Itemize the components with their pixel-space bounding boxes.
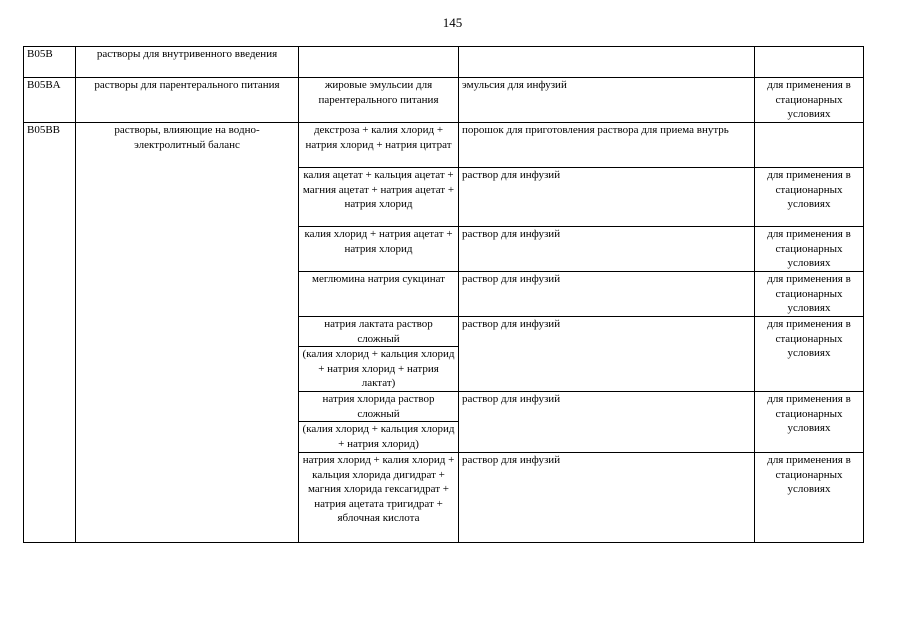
drug-composition: (калия хлорид + кальция хлорид + натрия хлорид + натрия лактат) bbox=[299, 347, 459, 392]
dosage-form: раствор для инфузий bbox=[459, 317, 755, 392]
drug-name: жировые эмульсии для парентерального питания bbox=[299, 78, 459, 123]
dosage-form: раствор для инфузий bbox=[459, 272, 755, 317]
dosage-form bbox=[459, 47, 755, 78]
usage-note bbox=[755, 47, 864, 78]
drug-name: натрия лактата раствор сложный bbox=[299, 317, 459, 347]
drug-name: калия ацетат + кальция ацетат + магния ацетат + натрия ацетат + натрия хлорид bbox=[299, 168, 459, 227]
drug-name: калия хлорид + натрия ацетат + натрия хлорид bbox=[299, 227, 459, 272]
dosage-form: эмульсия для инфузий bbox=[459, 78, 755, 123]
drug-name: декстроза + калия хлорид + натрия хлорид + натрия цитрат bbox=[299, 123, 459, 168]
drug-composition: (калия хлорид + кальция хлорид + натрия хлорид) bbox=[299, 422, 459, 453]
usage-note: для применения в стационарных условиях bbox=[755, 392, 864, 453]
dosage-form: раствор для инфузий bbox=[459, 168, 755, 227]
drug-table bbox=[23, 46, 864, 543]
usage-note: для применения в стационарных условиях bbox=[755, 227, 864, 272]
drug-name bbox=[299, 47, 459, 78]
usage-note: для применения в стационарных условиях bbox=[755, 317, 864, 392]
drug-name: натрия хлорида раствор сложный bbox=[299, 392, 459, 422]
table-row bbox=[24, 78, 864, 123]
usage-note bbox=[755, 123, 864, 168]
dosage-form: раствор для инфузий bbox=[459, 392, 755, 453]
drug-name: натрия хлорид + калия хлорид + кальция хлорида дигидрат + магния хлорида гексагидрат + натрия ацетата тригидрат + яблочная кислота bbox=[299, 453, 459, 543]
atc-code: B05B bbox=[24, 47, 76, 78]
dosage-form: раствор для инфузий bbox=[459, 453, 755, 543]
drug-name: меглюмина натрия сукцинат bbox=[299, 272, 459, 317]
page-number: 145 bbox=[442, 15, 463, 30]
usage-note: для применения в стационарных условиях bbox=[755, 453, 864, 543]
atc-code: B05BB bbox=[24, 123, 76, 543]
dosage-form: раствор для инфузий bbox=[459, 227, 755, 272]
table-row bbox=[24, 123, 864, 168]
dosage-form: порошок для приготовления раствора для приема внутрь bbox=[459, 123, 755, 168]
atc-code: B05BA bbox=[24, 78, 76, 123]
usage-note: для применения в стационарных условиях bbox=[755, 168, 864, 227]
usage-note: для применения в стационарных условиях bbox=[755, 272, 864, 317]
group-name: растворы, влияющие на водно-электролитный баланс bbox=[76, 123, 299, 543]
usage-note: для применения в стационарных условиях bbox=[755, 78, 864, 123]
table-row bbox=[24, 47, 864, 78]
group-name: растворы для внутривенного введения bbox=[76, 47, 299, 78]
group-name: растворы для парентерального питания bbox=[76, 78, 299, 123]
